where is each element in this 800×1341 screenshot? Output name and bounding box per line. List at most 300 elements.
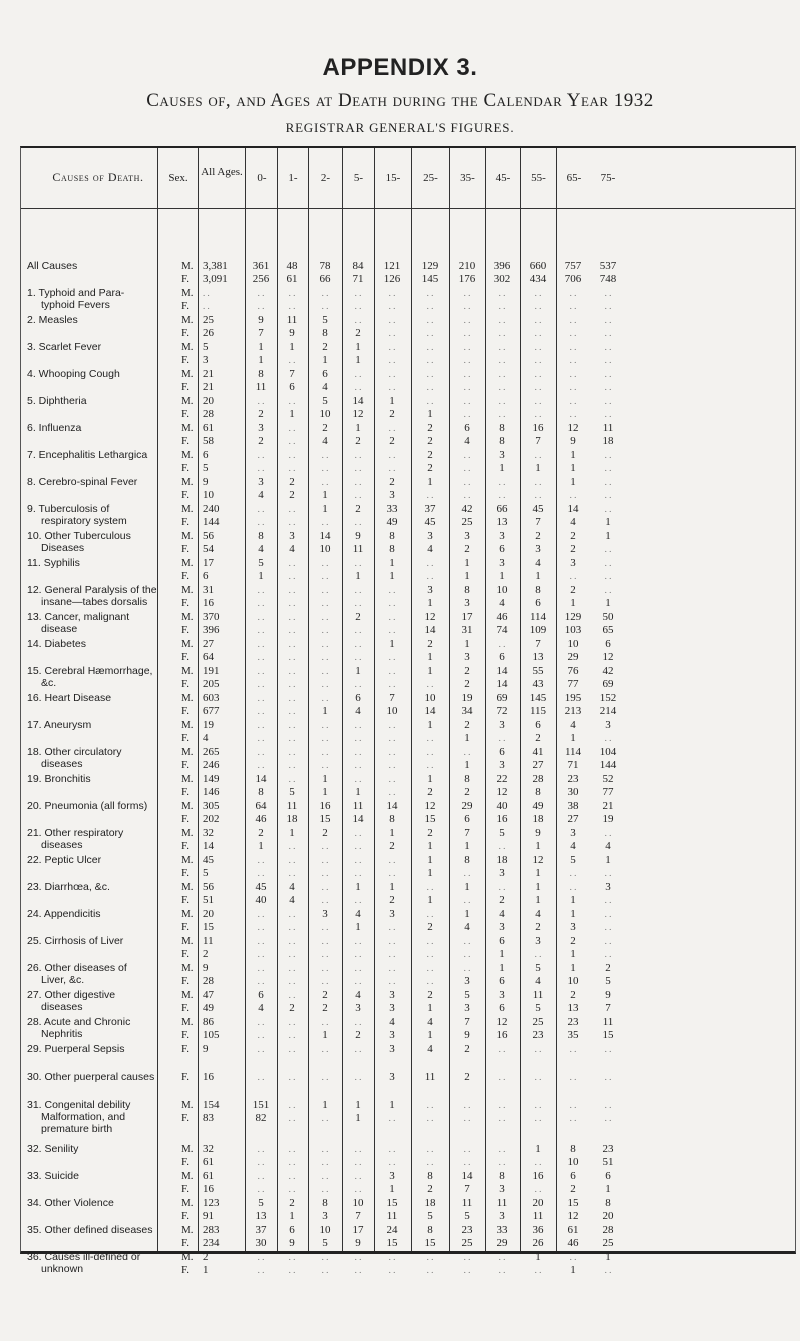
cell-value: 9	[570, 435, 576, 447]
cell-value: 16	[203, 1071, 214, 1083]
cell-value: . .	[257, 976, 265, 986]
sex-label: M.	[181, 1224, 194, 1236]
cell-value: . .	[321, 841, 329, 851]
cell-value: . .	[534, 1265, 542, 1275]
cell-value: 11	[286, 800, 298, 812]
cell-value: 1	[289, 408, 295, 420]
cell-value: 3,091	[203, 273, 228, 285]
cell-value: . .	[498, 342, 506, 352]
cause-label: 20. Pneumonia (all forms)	[27, 800, 148, 812]
sex-label: F.	[181, 300, 189, 312]
cell-value: 16	[496, 813, 508, 825]
cell-value: . .	[321, 1171, 329, 1181]
cell-value: . .	[388, 625, 396, 635]
cell-value: 1	[355, 1112, 361, 1124]
cell-value: 23	[567, 773, 579, 785]
cell-value: 64	[255, 800, 267, 812]
cell-value: 4	[570, 840, 576, 852]
cell-value: 28	[602, 1224, 614, 1236]
page-subtitle: Causes of, and Ages at Death during the Calendar Year 1932	[146, 90, 654, 111]
cause-label: respiratory system	[41, 515, 127, 527]
cell-value: . .	[569, 396, 577, 406]
cell-value: . .	[321, 936, 329, 946]
column-header: 45-	[495, 172, 511, 184]
cell-value: . .	[388, 720, 396, 730]
cell-value: 4	[464, 921, 470, 933]
cell-value: . .	[498, 882, 506, 892]
cell-value: 45	[203, 854, 214, 866]
sex-label: F.	[181, 705, 189, 717]
cell-value: . .	[354, 1072, 362, 1082]
cell-value: 3	[258, 422, 264, 434]
cause-label: 23. Diarrhœa, &c.	[27, 881, 110, 893]
cell-value: 302	[493, 273, 511, 285]
cell-value: . .	[257, 639, 265, 649]
cell-value: 1	[322, 1099, 328, 1111]
table-row	[21, 530, 797, 555]
cell-value: . .	[426, 1157, 434, 1167]
cell-value: 4	[203, 732, 209, 744]
cell-value: 3	[535, 935, 541, 947]
cell-value: 149	[203, 773, 220, 785]
cell-value: . .	[288, 463, 296, 473]
cell-value: 6	[605, 638, 611, 650]
cell-value: 1	[258, 354, 264, 366]
cell-value: . .	[321, 625, 329, 635]
cell-value: 13	[496, 516, 508, 528]
cell-value: 1	[322, 705, 328, 717]
cell-value: . .	[388, 976, 396, 986]
cell-value: 4	[258, 543, 264, 555]
cell-value: 2	[427, 921, 433, 933]
cell-value: . .	[288, 558, 296, 568]
cell-value: . .	[426, 760, 434, 770]
cell-value: 1	[258, 341, 264, 353]
cell-value: 660	[529, 260, 547, 272]
table-row	[21, 719, 797, 744]
cell-value: . .	[321, 895, 329, 905]
cell-value: 18	[424, 1197, 436, 1209]
cell-value: 2	[427, 786, 433, 798]
cell-value: . .	[498, 841, 506, 851]
cell-value: 13	[255, 1210, 267, 1222]
cell-value: . .	[569, 288, 577, 298]
cell-value: . .	[388, 342, 396, 352]
cell-value: 7	[464, 1183, 470, 1195]
cell-value: 1	[322, 1029, 328, 1041]
cell-value: 20	[203, 395, 214, 407]
cell-value: . .	[321, 639, 329, 649]
cause-label: 22. Peptic Ulcer	[27, 854, 102, 866]
cell-value: . .	[604, 328, 612, 338]
cell-value: 1	[355, 921, 361, 933]
cell-value: 1	[389, 570, 395, 582]
cell-value: 33	[386, 503, 398, 515]
cell-value: 2	[355, 503, 361, 515]
table-row	[21, 854, 797, 879]
cell-value: 3	[499, 1183, 505, 1195]
cell-value: . .	[498, 1252, 506, 1262]
cell-value: 23	[532, 1029, 544, 1041]
cell-value: 6	[203, 570, 209, 582]
cell-value: . .	[569, 342, 577, 352]
cause-label: 8. Cerebro-spinal Fever	[27, 476, 138, 488]
cell-value: 144	[599, 759, 617, 771]
cell-value: . .	[257, 612, 265, 622]
mortality-table	[20, 146, 796, 1276]
source-note: REGISTRAR GENERAL'S FIGURES.	[285, 120, 515, 135]
cell-value: 103	[564, 624, 582, 636]
cell-value: . .	[388, 598, 396, 608]
cell-value: . .	[388, 733, 396, 743]
cell-value: 7	[535, 435, 541, 447]
cell-value: . .	[604, 558, 612, 568]
cell-value: 8	[464, 773, 470, 785]
sex-label: F.	[181, 543, 189, 555]
sex-label: F.	[181, 651, 189, 663]
sex-label: F.	[181, 327, 189, 339]
cell-value: 1	[605, 1183, 611, 1195]
cell-value: . .	[288, 1044, 296, 1054]
cell-value: 1	[535, 840, 541, 852]
cell-value: 12	[496, 786, 508, 798]
cell-value: 1	[535, 881, 541, 893]
cell-value: 4	[427, 1016, 433, 1028]
cell-value: 10	[567, 638, 579, 650]
cell-value: . .	[321, 1144, 329, 1154]
cell-value: 49	[203, 1002, 214, 1014]
cell-value: 1	[355, 786, 361, 798]
cell-value: 146	[203, 786, 220, 798]
cell-value: 47	[203, 989, 214, 1001]
sex-label: F.	[181, 462, 189, 474]
page-title: APPENDIX 3.	[322, 54, 478, 81]
cell-value: . .	[257, 963, 265, 973]
column-header: 55-	[531, 172, 546, 184]
cell-value: 5	[289, 786, 295, 798]
cell-value: 1	[203, 1264, 209, 1276]
sex-label: F.	[181, 678, 189, 690]
cell-value: 21	[602, 800, 614, 812]
cell-value: . .	[257, 1017, 265, 1027]
sex-label: F.	[181, 786, 189, 798]
cell-value: . .	[354, 585, 362, 595]
cell-value: . .	[288, 612, 296, 622]
cell-value: 3	[499, 1210, 505, 1222]
cell-value: 3	[389, 908, 395, 920]
cell-value: 10	[386, 705, 398, 717]
cause-label: diseases	[41, 758, 83, 770]
table-row	[21, 773, 797, 798]
cell-value: 3	[499, 989, 505, 1001]
cause-label: Malformation, and	[41, 1111, 126, 1123]
cell-value: . .	[354, 1171, 362, 1181]
cell-value: . .	[534, 1100, 542, 1110]
cell-value: 6	[464, 422, 470, 434]
cell-value: 191	[203, 665, 220, 677]
cell-value: 214	[599, 705, 617, 717]
cell-value: 69	[602, 678, 614, 690]
cell-value: 748	[599, 273, 617, 285]
sex-label: M.	[181, 314, 194, 326]
sex-label: F.	[181, 1002, 189, 1014]
cell-value: 74	[496, 624, 508, 636]
cell-value: 61	[203, 422, 214, 434]
cell-value: . .	[354, 598, 362, 608]
cell-value: 17	[461, 611, 473, 623]
cell-value: . .	[288, 706, 296, 716]
cell-value: . .	[288, 949, 296, 959]
cell-value: 1	[464, 570, 470, 582]
cell-value: 78	[319, 260, 331, 272]
cell-value: 4	[427, 543, 433, 555]
cell-value: . .	[321, 949, 329, 959]
cell-value: 5	[258, 1197, 264, 1209]
cell-value: . .	[534, 342, 542, 352]
table-row	[21, 1043, 797, 1058]
cell-value: 2	[427, 827, 433, 839]
cell-value: . .	[426, 882, 434, 892]
cell-value: 3	[499, 921, 505, 933]
cell-value: 29	[496, 1237, 508, 1249]
sex-label: F.	[181, 489, 189, 501]
cell-value: . .	[257, 598, 265, 608]
cause-label: 1. Typhoid and Para-	[27, 287, 125, 299]
cell-value: . .	[388, 760, 396, 770]
cell-value: 3,381	[203, 260, 228, 272]
cell-value: 1	[427, 894, 433, 906]
cell-value: 2	[499, 894, 505, 906]
cell-value: . .	[288, 963, 296, 973]
cell-value: . .	[388, 355, 396, 365]
cell-value: . .	[569, 409, 577, 419]
cell-value: 115	[529, 705, 547, 717]
cause-label: 6. Influenza	[27, 422, 82, 434]
cell-value: 240	[203, 503, 220, 515]
cell-value: . .	[463, 747, 471, 757]
cell-value: 8	[389, 530, 395, 542]
cell-value: 537	[599, 260, 617, 272]
cell-value: 1	[605, 854, 611, 866]
cell-value: 31	[461, 624, 473, 636]
cell-value: 4	[535, 557, 541, 569]
cell-value: 13	[567, 1002, 579, 1014]
cell-value: 9	[258, 314, 264, 326]
cell-value: . .	[426, 288, 434, 298]
cell-value: 5	[203, 341, 209, 353]
sex-label: M.	[181, 503, 194, 515]
cell-value: 2	[389, 408, 395, 420]
cell-value: 5	[535, 962, 541, 974]
cell-value: 1	[427, 719, 433, 731]
cell-value: . .	[498, 382, 506, 392]
cell-value: . .	[288, 720, 296, 730]
cell-value: . .	[463, 1113, 471, 1123]
cell-value: 154	[203, 1099, 220, 1111]
cell-value: 4	[258, 1002, 264, 1014]
table-row	[21, 1071, 797, 1086]
cell-value: 14	[203, 840, 214, 852]
sex-label: F.	[181, 381, 189, 393]
cell-value: . .	[388, 315, 396, 325]
cause-label: 25. Cirrhosis of Liver	[27, 935, 124, 947]
cell-value: . .	[569, 1113, 577, 1123]
cell-value: . .	[354, 1252, 362, 1262]
cell-value: . .	[257, 733, 265, 743]
cell-value: 43	[532, 678, 544, 690]
table-row	[21, 611, 797, 636]
cell-value: 46	[567, 1237, 579, 1249]
cell-value: . .	[388, 774, 396, 784]
cell-value: 19	[602, 813, 614, 825]
cell-value: 45	[424, 516, 436, 528]
cell-value: . .	[321, 922, 329, 932]
cell-value: 10	[319, 1224, 331, 1236]
cell-value: 5	[322, 314, 328, 326]
cell-value: . .	[288, 396, 296, 406]
cell-value: . .	[354, 936, 362, 946]
cell-value: . .	[257, 504, 265, 514]
cell-value: . .	[354, 517, 362, 527]
table-row	[21, 665, 797, 690]
cell-value: 42	[461, 503, 473, 515]
table-row	[21, 557, 797, 582]
cell-value: 12	[496, 1016, 508, 1028]
cell-value: 7	[258, 327, 264, 339]
cause-label: 26. Other diseases of	[27, 962, 127, 974]
sex-label: F.	[181, 975, 189, 987]
cell-value: 4	[289, 894, 295, 906]
cell-value: 10	[496, 584, 508, 596]
cell-value: 2	[389, 840, 395, 852]
cell-value: . .	[288, 760, 296, 770]
cell-value: . .	[288, 517, 296, 527]
cell-value: 34	[461, 705, 473, 717]
cell-value: 1	[427, 476, 433, 488]
cell-value: 21	[203, 381, 214, 393]
cell-value: . .	[426, 936, 434, 946]
cell-value: . .	[604, 828, 612, 838]
table-row	[21, 1170, 797, 1195]
cell-value: . .	[463, 315, 471, 325]
cell-value: . .	[388, 868, 396, 878]
cell-value: . .	[534, 369, 542, 379]
cell-value: 205	[203, 678, 220, 690]
cell-value: . .	[604, 1113, 612, 1123]
cell-value: . .	[498, 1144, 506, 1154]
cell-value: . .	[463, 450, 471, 460]
cell-value: 15	[567, 1197, 579, 1209]
cell-value: 71	[352, 273, 364, 285]
cell-value: 14	[567, 503, 579, 515]
header-rule	[21, 208, 795, 209]
cell-value: 8	[535, 584, 541, 596]
cell-value: . .	[388, 747, 396, 757]
cell-value: . .	[426, 1252, 434, 1262]
cell-value: . .	[534, 450, 542, 460]
column-header: 5-	[353, 172, 364, 184]
cell-value: . .	[288, 1157, 296, 1167]
cell-value: 5	[203, 867, 209, 879]
cell-value: . .	[288, 693, 296, 703]
cell-value: . .	[288, 855, 296, 865]
sex-label: M.	[181, 584, 194, 596]
cell-value: . .	[288, 652, 296, 662]
sex-label: M.	[181, 395, 194, 407]
cell-value: 8	[605, 1197, 611, 1209]
cell-value: . .	[321, 747, 329, 757]
cell-value: . .	[426, 342, 434, 352]
cell-value: 46	[255, 813, 267, 825]
cause-label: 9. Tuberculosis of	[27, 503, 110, 515]
cell-value: 20	[203, 908, 214, 920]
cell-value: 6	[605, 1170, 611, 1182]
cell-value: 1	[570, 962, 576, 974]
cell-value: 7	[605, 1002, 611, 1014]
cell-value: . .	[463, 895, 471, 905]
cell-value: . .	[534, 315, 542, 325]
cell-value: 14	[352, 813, 364, 825]
cell-value: 1	[389, 395, 395, 407]
cell-value: 1	[427, 1002, 433, 1014]
sex-label: F.	[181, 867, 189, 879]
cell-value: 10	[567, 975, 579, 987]
cell-value: 2	[322, 1002, 328, 1014]
cell-value: 1	[389, 1099, 395, 1111]
cell-value: 10	[203, 489, 214, 501]
cell-value: . .	[388, 1265, 396, 1275]
cell-value: 6	[499, 935, 505, 947]
cell-value: . .	[257, 1072, 265, 1082]
cell-value: . .	[321, 598, 329, 608]
cell-value: 2	[389, 894, 395, 906]
cell-value: 14	[496, 678, 508, 690]
cell-value: 1	[464, 840, 470, 852]
cell-value: 18	[532, 813, 544, 825]
cell-value: . .	[604, 1265, 612, 1275]
cell-value: . .	[288, 598, 296, 608]
cell-value: 396	[203, 624, 220, 636]
cell-value: 8	[499, 1170, 505, 1182]
cell-value: . .	[463, 463, 471, 473]
cell-value: 51	[203, 894, 214, 906]
cell-value: . .	[463, 490, 471, 500]
cell-value: . .	[321, 882, 329, 892]
cell-value: 6	[203, 449, 209, 461]
cell-value: 19	[203, 719, 214, 731]
cell-value: 2	[355, 1029, 361, 1041]
cell-value: . .	[426, 490, 434, 500]
cell-value: . .	[388, 922, 396, 932]
sex-label: F.	[181, 516, 189, 528]
cell-value: 2	[427, 449, 433, 461]
cell-value: . .	[388, 1157, 396, 1167]
cell-value: 1	[570, 1264, 576, 1276]
cell-value: 706	[564, 273, 582, 285]
cell-value: . .	[498, 477, 506, 487]
cell-value: . .	[288, 355, 296, 365]
cell-value: 151	[252, 1099, 270, 1111]
cell-value: . .	[288, 1030, 296, 1040]
cell-value: 2	[464, 1071, 470, 1083]
cell-value: . .	[321, 733, 329, 743]
cell-value: 3	[389, 1029, 395, 1041]
sex-label: M.	[181, 692, 194, 704]
cell-value: 2	[322, 989, 328, 1001]
cell-value: 1	[570, 476, 576, 488]
cell-value: 11	[352, 800, 364, 812]
cell-value: . .	[498, 639, 506, 649]
